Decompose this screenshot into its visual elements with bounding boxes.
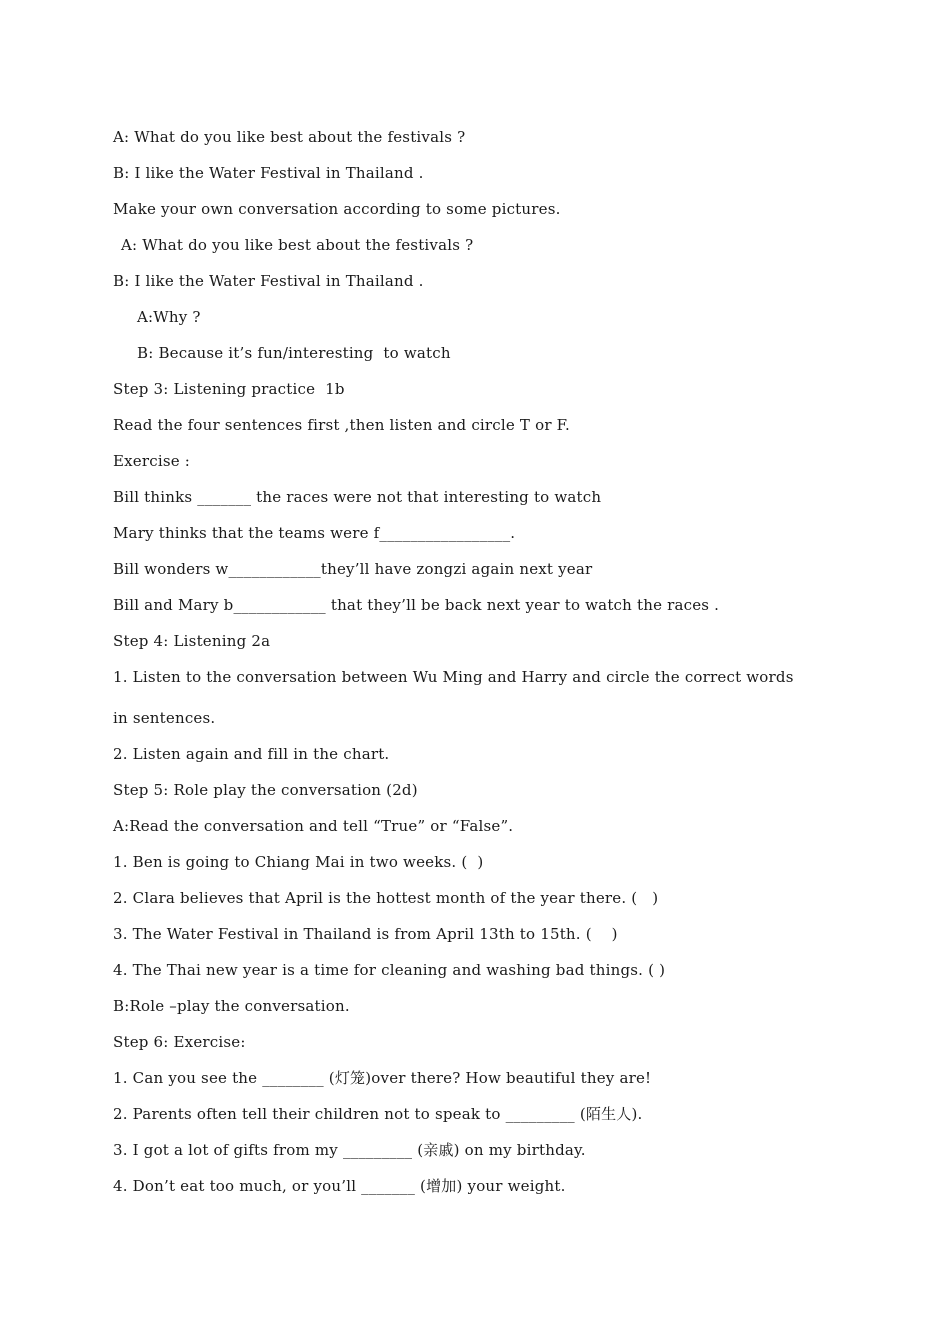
instruction-make-conversation: Make your own conversation according to some pictures. — [113, 200, 561, 218]
role-play-instruction: B:Role –play the conversation. — [113, 997, 350, 1015]
step-3-instruction: Read the four sentences first ,then listen and circle T or F. — [113, 416, 570, 434]
true-false-item-3: 3. The Water Festival in Thailand is from April 13th to 15th. ( ) — [113, 925, 618, 943]
dialogue-line-a-question-2: A: What do you like best about the festivals ? — [121, 236, 474, 254]
dialogue-line-b-answer: B: I like the Water Festival in Thailand . — [113, 164, 424, 182]
step-3-heading: Step 3: Listening practice 1b — [113, 380, 345, 398]
step-4-heading: Step 4: Listening 2a — [113, 632, 271, 650]
fill-blank-item-2: 2. Parents often tell their children not to speak to _________ (陌生人). — [113, 1105, 643, 1123]
true-false-item-2: 2. Clara believes that April is the hottest month of the year there. ( ) — [113, 889, 659, 907]
step-4-task-1: 1. Listen to the conversation between Wu Ming and Harry and circle the correct words — [113, 668, 794, 686]
exercise-item-4: Bill and Mary b____________ that they’ll be back next year to watch the races . — [113, 596, 720, 614]
step-4-task-1-cont: in sentences. — [113, 709, 216, 727]
fill-blank-item-4: 4. Don’t eat too much, or you’ll _______ (增加) your weight. — [113, 1177, 566, 1195]
exercise-item-3: Bill wonders w____________they’ll have zongzi again next year — [113, 560, 593, 578]
true-false-item-1: 1. Ben is going to Chiang Mai in two weeks. ( ) — [113, 853, 484, 871]
dialogue-line-a-question: A: What do you like best about the festivals ? — [113, 128, 466, 146]
exercise-item-2: Mary thinks that the teams were f_________________. — [113, 524, 516, 542]
true-false-item-4: 4. The Thai new year is a time for cleaning and washing bad things. ( ) — [113, 961, 666, 979]
step-5-instruction: A:Read the conversation and tell “True” or “False”. — [113, 817, 514, 835]
exercise-item-1: Bill thinks _______ the races were not that interesting to watch — [113, 488, 602, 506]
fill-blank-item-3: 3. I got a lot of gifts from my _________ (亲戚) on my birthday. — [113, 1141, 586, 1159]
dialogue-line-a-why: A:Why ? — [137, 308, 201, 326]
step-5-heading: Step 5: Role play the conversation (2d) — [113, 781, 418, 799]
dialogue-line-b-because: B: Because it’s fun/interesting to watch — [137, 344, 451, 362]
dialogue-line-b-answer-2: B: I like the Water Festival in Thailand . — [113, 272, 424, 290]
exercise-heading: Exercise : — [113, 452, 191, 470]
step-6-heading: Step 6: Exercise: — [113, 1033, 246, 1051]
fill-blank-item-1: 1. Can you see the ________ (灯笼)over there? How beautiful they are! — [113, 1069, 652, 1087]
step-4-task-2: 2. Listen again and fill in the chart. — [113, 745, 390, 763]
